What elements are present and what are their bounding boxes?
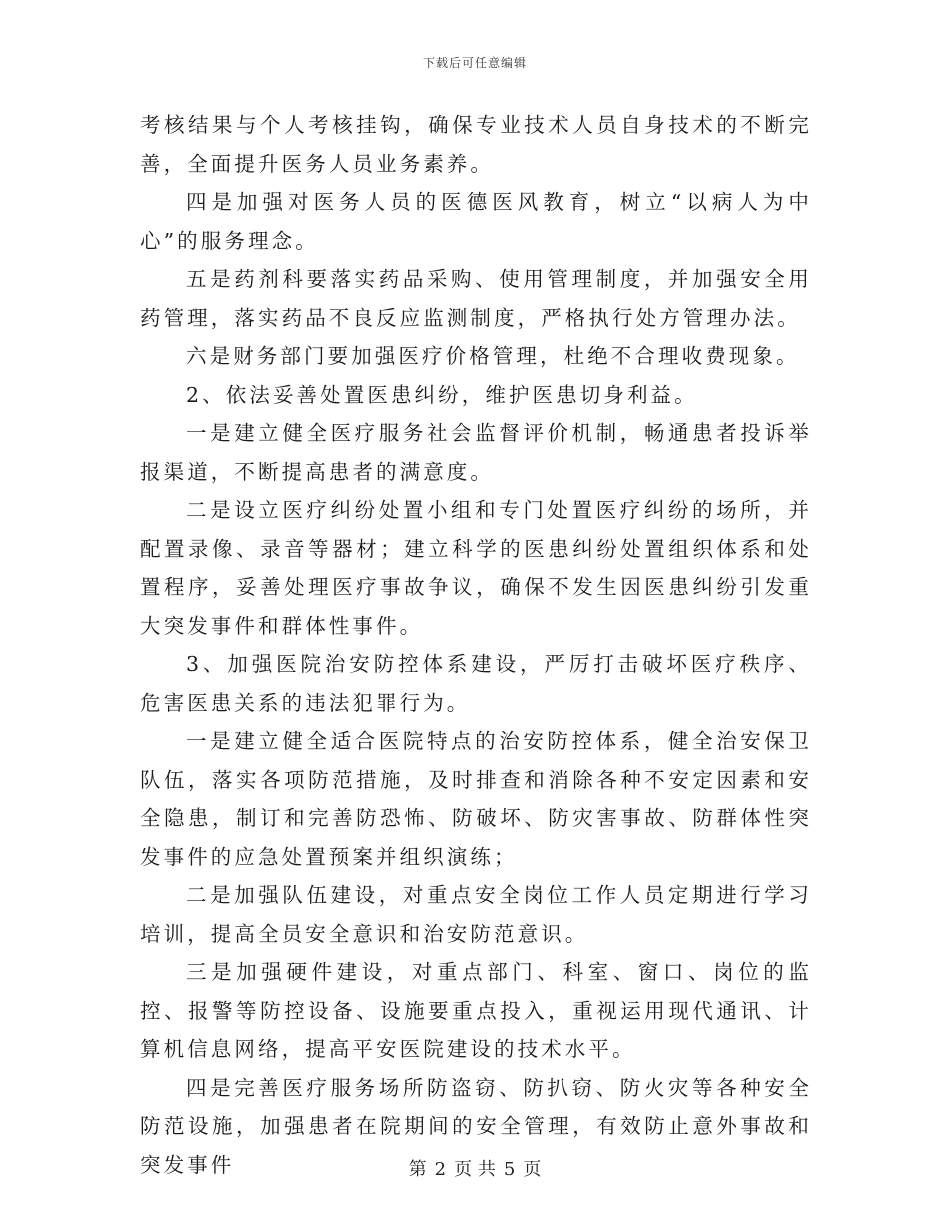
paragraph: 一是建立健全适合医院特点的治安防控体系，健全治安保卫队伍，落实各项防范措施，及时排查和消除各种不安定因素和安全隐患，制订和完善防恐怖、防破坏、防灾害事故、防群体性突发事件的应急处置预案并组织演练； (140, 729, 812, 869)
footer-total-pages: 5 (503, 1159, 516, 1180)
paragraph: 四是完善医疗服务场所防盗窃、防扒窃、防火灾等各种安全防范设施，加强患者在院期间的安全管理，有效防止意外事故和突发事件 (140, 1075, 812, 1177)
footer-middle: 页 共 (454, 1159, 496, 1180)
document-body (140, 106, 812, 1184)
paragraph: 二是设立医疗纠纷处置小组和专门处置医疗纠纷的场所，并配置录像、录音等器材；建立科学的医患纠纷处置组织体系和处置程序，妥善处理医疗事故争议，确保不发生因医患纠纷引发重大突发事件和群体性事件。 (140, 498, 812, 638)
page-header: 下载后可任意编辑 (422, 56, 527, 70)
paragraph: 三是加强硬件建设，对重点部门、科室、窗口、岗位的监控、报警等防控设备、设施要重点投入，重视运用现代通讯、计算机信息网络，提高平安医院建设的技术水平。 (140, 960, 812, 1061)
page-footer (0, 1155, 950, 1181)
footer-suffix: 页 (523, 1159, 542, 1180)
paragraph: 3、加强医院治安防控体系建设，严厉打击破坏医疗秩序、危害医患关系的违法犯罪行为。 (140, 652, 812, 715)
footer-prefix: 第 (408, 1159, 427, 1180)
paragraph: 六是财务部门要加强医疗价格管理，杜绝不合理收费现象。 (186, 344, 800, 368)
paragraph: 一是建立健全医疗服务社会监督评价机制，畅通患者投诉举报渠道，不断提高患者的满意度。 (140, 421, 812, 484)
footer-current-page: 2 (434, 1159, 447, 1180)
paragraph: 二是加强队伍建设，对重点安全岗位工作人员定期进行学习培训，提高全员安全意识和治安防范意识。 (140, 883, 812, 946)
paragraph: 五是药剂科要落实药品采购、使用管理制度，并加强安全用药管理，落实药品不良反应监测制度，严格执行处方管理办法。 (140, 267, 812, 330)
paragraph: 四是加强对医务人员的医德医风教育，树立“以病人为中心”的服务理念。 (140, 190, 812, 253)
paragraph: 考核结果与个人考核挂钩，确保专业技术人员自身技术的不断完善，全面提升医务人员业务素养。 (140, 113, 812, 176)
paragraph: 2、依法妥善处置医患纠纷，维护医患切身利益。 (186, 382, 698, 407)
